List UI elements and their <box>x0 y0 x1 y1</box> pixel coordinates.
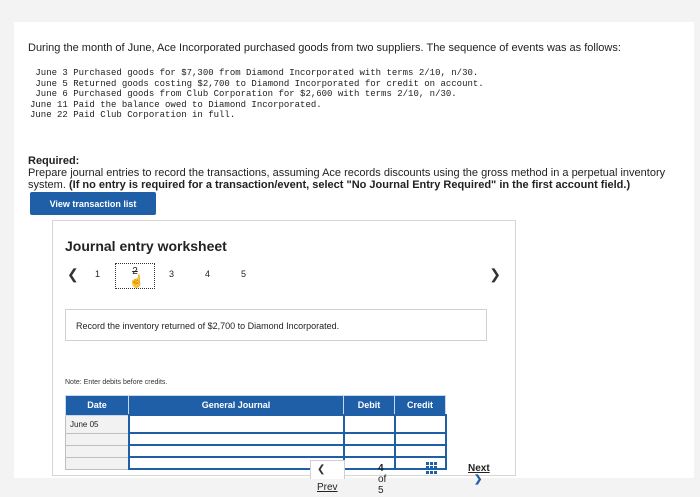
page-link-current[interactable] <box>115 263 155 289</box>
prev-label: Prev <box>317 482 338 493</box>
required-text <box>28 167 688 191</box>
date-cell: June 05 <box>66 415 129 433</box>
date-cell <box>66 433 129 445</box>
chevron-right-icon: ❯ <box>474 474 483 485</box>
date-cell <box>66 457 129 469</box>
view-transaction-list-button[interactable]: View transaction list <box>30 192 156 215</box>
debit-field[interactable] <box>344 445 395 457</box>
event-line: June 3 Purchased goods for $7,300 from Diamond Incorporated with terms 2/10, n/30. <box>30 68 479 78</box>
debit-field[interactable] <box>344 433 395 445</box>
table-row <box>66 415 446 433</box>
intro-text: During the month of June, Ace Incorporated purchased goods from two suppliers. The sequence of events was as follows: <box>28 42 621 54</box>
current-question: 4 <box>378 463 384 474</box>
account-field[interactable] <box>129 415 344 433</box>
credit-field[interactable] <box>395 433 446 445</box>
debit-field[interactable] <box>344 457 395 469</box>
current-page-number: 2 <box>132 266 138 277</box>
debit-field[interactable] <box>344 415 395 433</box>
next-button[interactable] <box>468 463 490 485</box>
account-field[interactable] <box>129 433 344 445</box>
journal-table <box>65 395 447 470</box>
counter-of: of <box>378 474 387 485</box>
worksheet-note: Note: Enter debits before credits. <box>65 379 168 386</box>
required-body: Prepare journal entries to record the transactions, assuming Ace records discounts using the gross method in a perpetual inventory system. <box>28 167 666 191</box>
required-emphasis: (If no entry is required for a transaction/event, select "No Journal Entry Required" in the first account field.) <box>68 179 631 191</box>
event-line: June 11 Paid the balance owed to Diamond Incorporated. <box>30 99 322 110</box>
page-link-3[interactable]: 3 <box>169 269 175 279</box>
event-list <box>30 68 484 121</box>
pointer-hand-icon: ☝ <box>129 274 144 288</box>
header-debit: Debit <box>344 396 395 416</box>
chevron-left-icon[interactable]: ❮ <box>67 266 79 282</box>
event-line: June 22 Paid Club Corporation in full. <box>30 110 236 120</box>
total-questions: 5 <box>378 485 384 496</box>
chevron-right-icon[interactable]: ❯ <box>489 266 501 282</box>
date-cell <box>66 445 129 457</box>
worksheet-prompt: Record the inventory returned of $2,700 to Diamond Incorporated. <box>65 309 487 341</box>
credit-field[interactable] <box>395 415 446 433</box>
prev-button[interactable] <box>310 460 345 493</box>
journal-entry-worksheet <box>52 220 516 476</box>
page <box>14 22 694 478</box>
event-line: June 6 Purchased goods from Club Corporation for $2,600 with terms 2/10, n/30. <box>30 89 457 99</box>
table-row <box>66 433 446 445</box>
table-header-row <box>66 396 446 416</box>
header-date: Date <box>66 396 129 416</box>
header-credit: Credit <box>395 396 446 416</box>
table-row <box>66 445 446 457</box>
page-link-1[interactable]: 1 <box>95 269 101 279</box>
page-link-5[interactable]: 5 <box>241 269 247 279</box>
grid-icon[interactable] <box>426 462 438 474</box>
chevron-left-icon: ❮ <box>317 464 326 475</box>
worksheet-title: Journal entry worksheet <box>65 238 227 254</box>
worksheet-pagination <box>65 263 505 289</box>
table-row <box>66 457 446 469</box>
credit-field[interactable] <box>395 445 446 457</box>
event-line: June 5 Returned goods costing $2,700 to Diamond Incorporated for credit on account. <box>30 78 484 89</box>
page-link-4[interactable]: 4 <box>205 269 211 279</box>
next-label: Next <box>468 463 490 474</box>
account-field[interactable] <box>129 445 344 457</box>
required-heading: Required: <box>28 155 80 167</box>
header-general-journal: General Journal <box>129 396 344 416</box>
question-counter <box>378 463 386 496</box>
